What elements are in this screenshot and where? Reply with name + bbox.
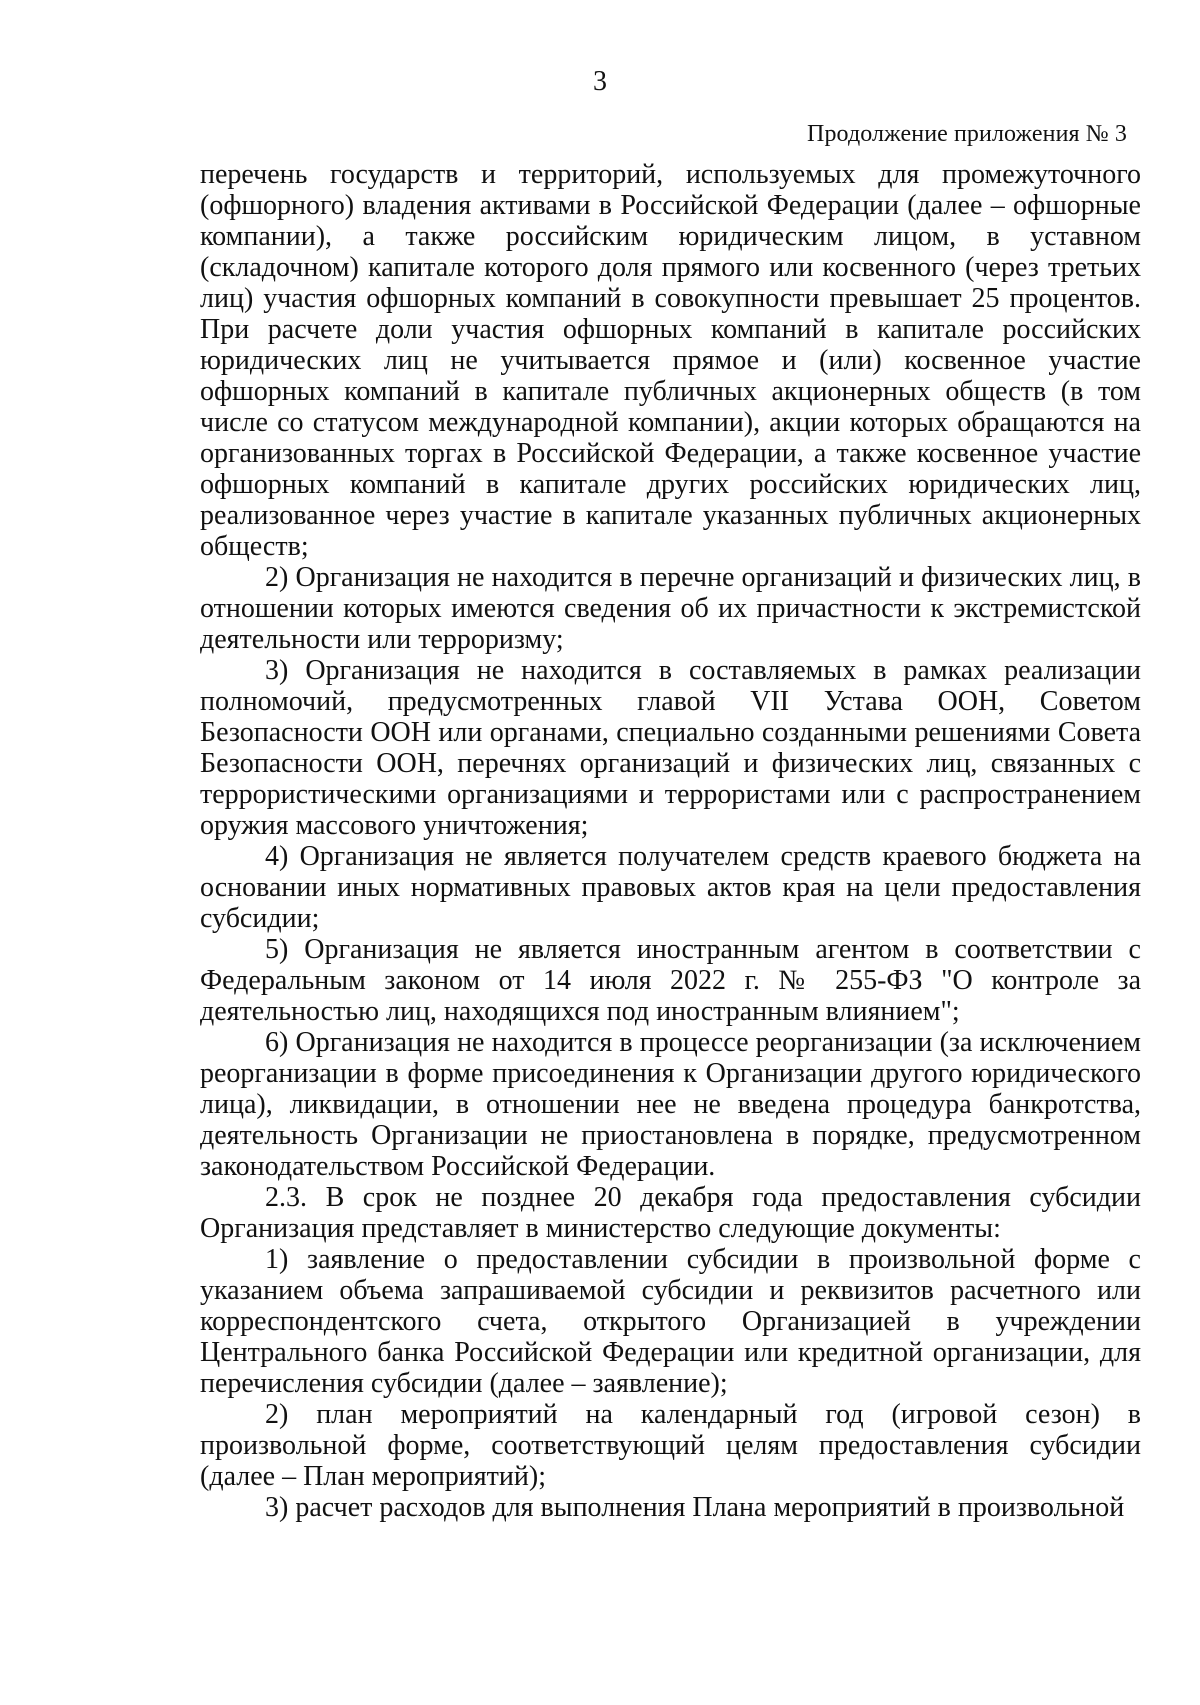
paragraph-item-3: 3) Организация не находится в составляемых в рамках реализации полномочий, предусмотренных главой VII Устава ООН, Советом Безопасности ООН или органами, специально созданными решениями Совета Безопасности ООН, перечнях организаций и физических лиц, связанных с террористическими организациями и террористами или с распространением оружия массового уничтожения; (200, 655, 1141, 841)
continuation-label: Продолжение приложения № 3 (807, 121, 1127, 147)
paragraph-section-2-3: 2.3. В срок не позднее 20 декабря года предоставления субсидии Организация представляет в министерство следующие документы: (200, 1182, 1141, 1244)
paragraph-item-2: 2) Организация не находится в перечне организаций и физических лиц, в отношении которых имеются сведения об их причастности к экстремистской деятельности или терроризму; (200, 562, 1141, 655)
paragraph-doc-2: 2) план мероприятий на календарный год (игровой сезон) в произвольной форме, соответствующий целям предоставления субсидии (далее – План мероприятий); (200, 1399, 1141, 1492)
paragraph-offshore: перечень государств и территорий, используемых для промежуточного (офшорного) владения активами в Российской Федерации (далее – офшорные компании), а также российским юридическим лицом, в уставном (складочном) капитале которого доля прямого или косвенного (через третьих лиц) участия офшорных компаний в совокупности превышает 25 процентов. При расчете доли участия офшорных компаний в капитале российских юридических лиц не учитывается прямое и (или) косвенное участие офшорных компаний в капитале публичных акционерных обществ (в том числе со статусом международной компании), акции которых обращаются на организованных торгах в Российской Федерации, а также косвенное участие офшорных компаний в капитале других российских юридических лиц, реализованное через участие в капитале указанных публичных акционерных обществ; (200, 159, 1141, 562)
document-body (200, 159, 1141, 1523)
paragraph-item-4: 4) Организация не является получателем средств краевого бюджета на основании иных нормативных правовых актов края на цели предоставления субсидии; (200, 841, 1141, 934)
paragraph-item-5: 5) Организация не является иностранным агентом в соответствии с Федеральным законом от 14 июля 2022 г. № 255-ФЗ "О контроле за деятельностью лиц, находящихся под иностранным влиянием"; (200, 934, 1141, 1027)
page-number: 3 (593, 66, 607, 97)
paragraph-doc-1: 1) заявление о предоставлении субсидии в произвольной форме с указанием объема запрашиваемой субсидии и реквизитов расчетного или корреспондентского счета, открытого Организацией в учреждении Центрального банка Российской Федерации или кредитной организации, для перечисления субсидии (далее – заявление); (200, 1244, 1141, 1399)
paragraph-item-6: 6) Организация не находится в процессе реорганизации (за исключением реорганизации в форме присоединения к Организации другого юридического лица), ликвидации, в отношении нее не введена процедура банкротства, деятельность Организации не приостановлена в порядке, предусмотренном законодательством Российской Федерации. (200, 1027, 1141, 1182)
paragraph-doc-3: 3) расчет расходов для выполнения Плана мероприятий в произвольной (265, 1492, 1125, 1523)
